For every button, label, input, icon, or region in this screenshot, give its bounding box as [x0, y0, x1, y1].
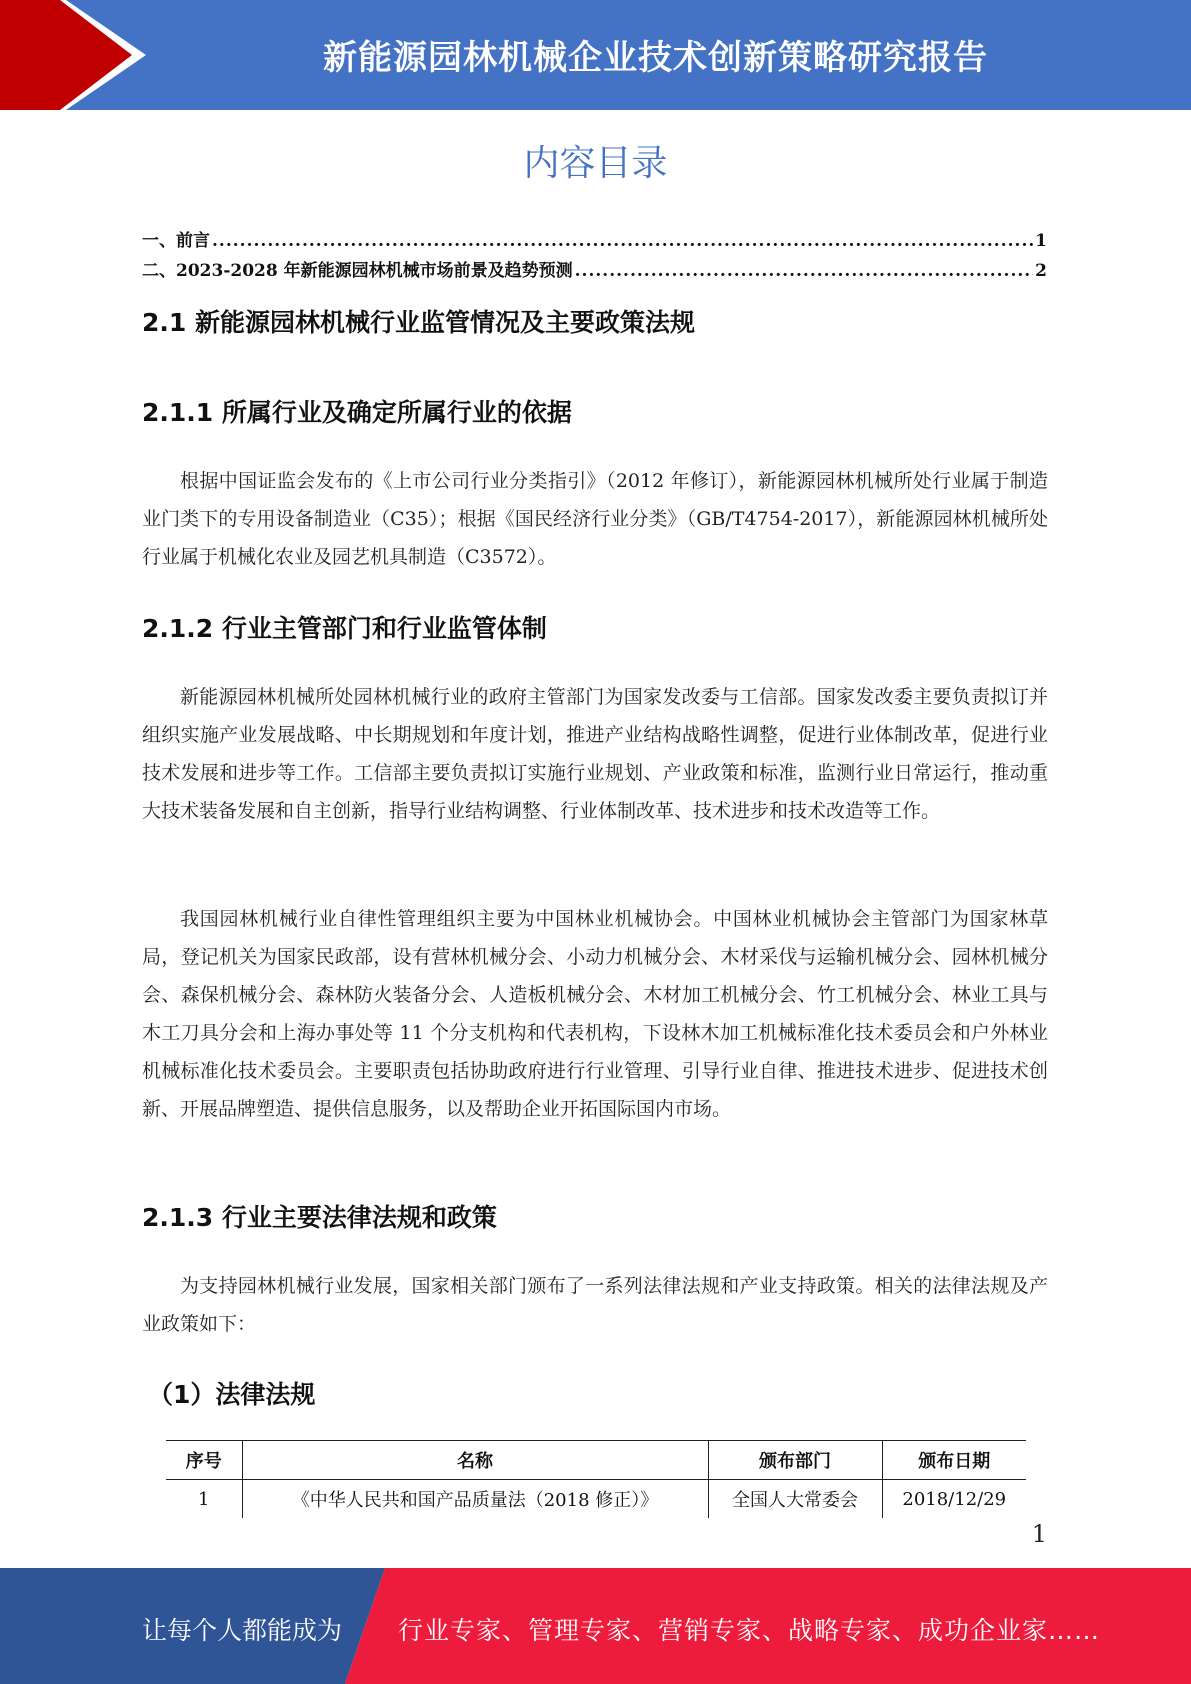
toc-entry-text: 一、前言	[142, 231, 210, 251]
table-header-cell: 颁布部门	[708, 1441, 882, 1480]
section-heading-2-1-3: 2.1.3 行业主要法律法规和政策	[142, 1203, 497, 1232]
toc-entry-page: 2	[1035, 261, 1047, 281]
footer-slogan-right: 行业专家、管理专家、营销专家、战略专家、成功企业家……	[398, 1616, 1101, 1645]
table-header-cell: 序号	[166, 1441, 242, 1480]
paragraph-2-1-2-a: 新能源园林机械所处园林机械行业的政府主管部门为国家发改委与工信部。国家发改委主要负责拟订并组织实施产业发展战略、中长期规划和年度计划，推进产业结构战略性调整，促进行业体制改革，促进行业技术发展和进步等工作。工信部主要负责拟订实施行业规划、产业政策和标准，监测行业日常运行，推动重大技术装备发展和自主创新，指导行业结构调整、行业体制改革、技术进步和技术改造等工作。	[142, 686, 1048, 822]
table-header-row	[166, 1441, 1026, 1480]
table-cell: 《中华人民共和国产品质量法（2018 修正）》	[242, 1480, 708, 1519]
table-header-cell: 颁布日期	[882, 1441, 1026, 1480]
page-number: 1	[1031, 1520, 1047, 1548]
table-row	[166, 1480, 1026, 1519]
header-title: 新能源园林机械企业技术创新策略研究报告	[323, 38, 988, 78]
toc-entry-page: 1	[1035, 231, 1047, 251]
toc-leader-dots	[212, 231, 1033, 251]
toc-entry[interactable]	[142, 226, 1047, 251]
section-heading-2-1: 2.1 新能源园林机械行业监管情况及主要政策法规	[142, 308, 695, 337]
toc-entry[interactable]	[142, 256, 1047, 281]
subsection-heading-laws: （1）法律法规	[148, 1380, 316, 1409]
paragraph-2-1-2-b: 我国园林机械行业自律性管理组织主要为中国林业机械协会。中国林业机械协会主管部门为国家林草局，登记机关为国家民政部，设有营林机械分会、小动力机械分会、木材采伐与运输机械分会、园林机械分会、森保机械分会、森林防火装备分会、人造板机械分会、木材加工机械分会、竹工机械分会、林业工具与木工刀具分会和上海办事处等 11 个分支机构和代表机构，下设林木加工机械标准化技术委员会和户外林业机械标准化技术委员会。主要职责包括协助政府进行行业管理、引导行业自律、推进技术进步、促进技术创新、开展品牌塑造、提供信息服务，以及帮助企业开拓国际国内市场。	[142, 908, 1048, 1120]
footer-slogan-left: 让每个人都能成为	[142, 1616, 343, 1645]
section-heading-2-1-2: 2.1.2 行业主管部门和行业监管体制	[142, 614, 547, 643]
toc-leader-dots	[575, 261, 1034, 281]
header-banner	[0, 0, 1191, 110]
paragraph-2-1-3: 为支持园林机械行业发展，国家相关部门颁布了一系列法律法规和产业支持政策。相关的法律法规及产业政策如下：	[142, 1275, 1048, 1335]
paragraph-2-1-1: 根据中国证监会发布的《上市公司行业分类指引》（2012 年修订），新能源园林机械所处行业属于制造业门类下的专用设备制造业（C35）；根据《国民经济行业分类》（GB/T4754-2017），新能源园林机械所处行业属于机械化农业及园艺机具制造（C3572）。	[142, 470, 1048, 568]
toc-entry-text: 二、2023-2028 年新能源园林机械市场前景及趋势预测	[142, 261, 573, 281]
toc-title: 内容目录	[523, 143, 668, 184]
section-heading-2-1-1: 2.1.1 所属行业及确定所属行业的依据	[142, 398, 572, 427]
table-cell: 全国人大常委会	[708, 1480, 882, 1519]
table-cell: 1	[198, 1488, 210, 1510]
table-header-cell: 名称	[242, 1441, 708, 1480]
table-cell: 2018/12/29	[882, 1480, 1026, 1519]
laws-table	[166, 1440, 1026, 1518]
header-arrow-icon	[0, 0, 160, 110]
